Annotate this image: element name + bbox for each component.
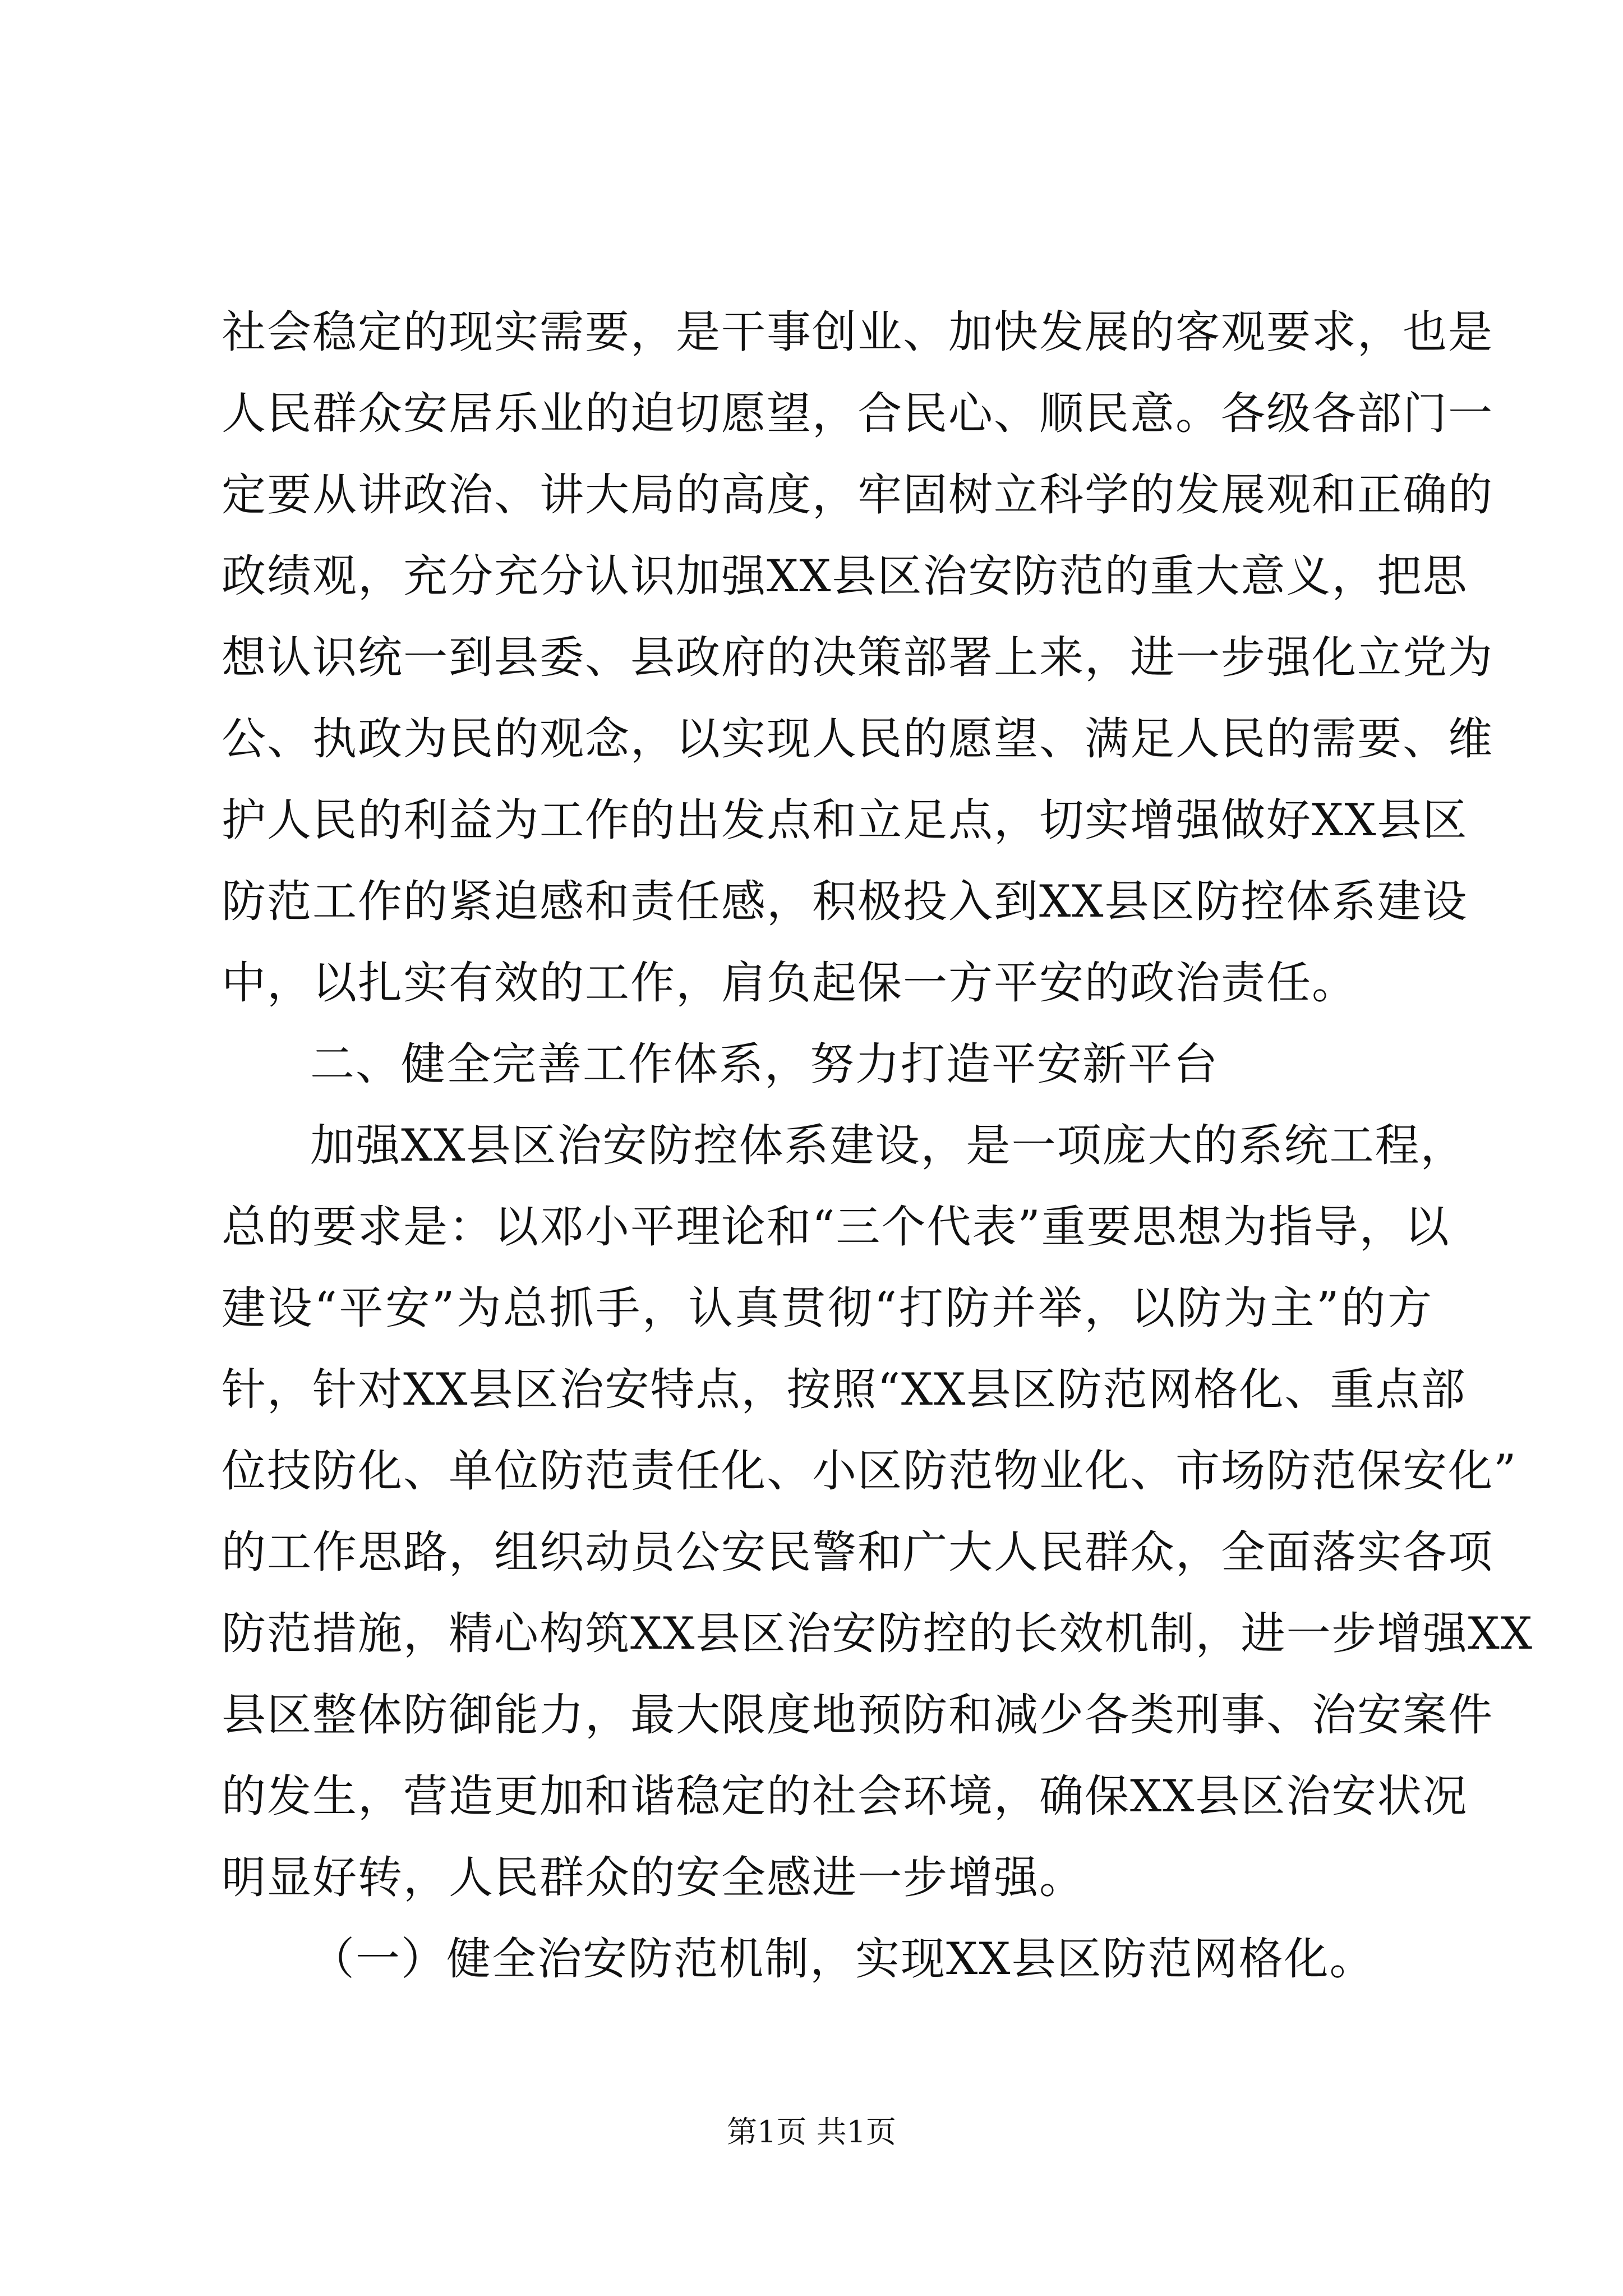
text-line: 的工作思路，组织动员公安民警和广大人民群众，全面落实各项 [222,1526,1493,1578]
text-line: 防范措施，精心构筑XX县区治安防控的长效机制，进一步增强XX [222,1608,1533,1659]
text-line: 县区整体防御能力，最大限度地预防和减少各类刑事、治安案件 [222,1689,1493,1741]
text-line: 明显好转，人民群众的安全感进一步增强。 [222,1852,1085,1903]
text-line: 中，以扎实有效的工作，肩负起保一方平安的政治责任。 [222,957,1357,1009]
text-line: 公、执政为民的观念，以实现人民的愿望、满足人民的需要、维 [222,713,1493,765]
text-line: 总的要求是：以邓小平理论和“三个代表”重要思想为指导，以 [222,1201,1450,1253]
text-line: 人民群众安居乐业的迫切愿望，合民心、顺民意。各级各部门一 [222,388,1493,439]
text-line: 的发生，营造更加和谐稳定的社会环境，确保XX县区治安状况 [222,1770,1468,1822]
text-line: 位技防化、单位防范责任化、小区防范物业化、市场防范保安化” [222,1445,1518,1497]
text-line: 政绩观，充分充分认识加强XX县区治安防范的重大意义，把思 [222,550,1468,602]
text-line: 针，针对XX县区治安特点，按照“XX县区防范网格化、重点部 [222,1364,1467,1415]
section-heading: 二、健全完善工作体系，努力打造平安新平台 [310,1038,1219,1090]
text-line: 社会稳定的现实需要，是干事创业、加快发展的客观要求，也是 [222,306,1493,358]
body-text [222,292,1533,2000]
subsection-heading: （一）健全治安防范机制，实现XX县区防范网格化。 [310,1933,1375,1985]
page-number-footer: 第1页 共1页 [727,2114,896,2150]
text-line: 定要从讲政治、讲大局的高度，牢固树立科学的发展观和正确的 [222,469,1493,521]
text-line: 想认识统一到县委、县政府的决策部署上来，进一步强化立党为 [222,632,1493,683]
text-line: 护人民的利益为工作的出发点和立足点，切实增强做好XX县区 [222,794,1468,846]
text-line: 加强XX县区治安防控体系建设，是一项庞大的系统工程， [310,1120,1466,1171]
text-line: 建设“平安”为总抓手，认真贯彻“打防并举，以防为主”的方 [222,1282,1433,1334]
text-line: 防范工作的紧迫感和责任感，积极投入到XX县区防控体系建设 [222,876,1468,927]
